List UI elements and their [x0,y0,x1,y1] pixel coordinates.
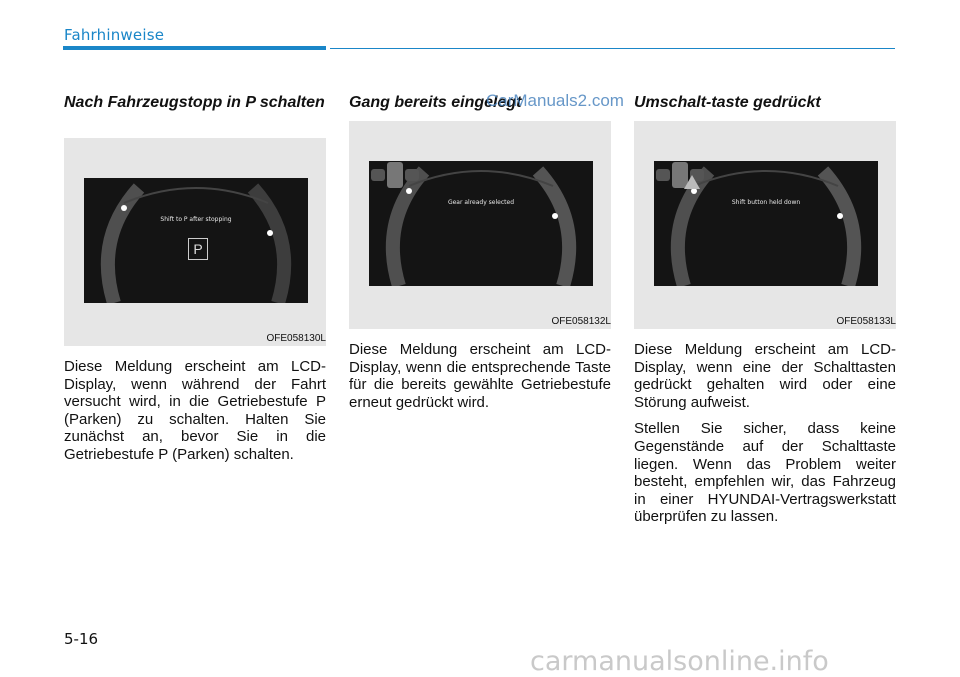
lcd-display [84,178,308,303]
display-message: Gear already selected [447,199,515,206]
watermark-bottom: carmanualsonline.info [530,646,829,677]
gear-selector-warning-icon [654,161,706,189]
paragraph: Stellen Sie sicher, dass keine Gegenstände auf der Schalttaste liegen. Wenn das Problem weiter besteht, empfehlen wir, das Fahrzeug in einer HYUNDAI-Vertragswerkstatt überprüfen zu lassen. [634,420,896,526]
figure-code: OFE058133L [836,316,896,327]
page-number: 5-16 [64,630,99,648]
column-heading: Nach Fahrzeugstopp in P schalten [64,94,325,111]
gear-selector-icon [369,161,421,189]
header-rule-thin [330,48,895,49]
park-icon: P [188,238,208,260]
figure-code: OFE058130L [266,333,326,344]
lcd-display [654,161,878,286]
paragraph: Diese Meldung erscheint am LCD-Display, wenn eine der Schalttasten gedrückt gehalten wird oder eine Störung aufweist. [634,341,896,411]
paragraph: Diese Meldung erscheint am LCD-Display, wenn die entsprechende Taste für die bereits gewählte Getriebestufe erneut gedrückt wird. [349,341,611,411]
cluster-figure [349,121,611,329]
display-message: Shift to P after stopping [160,216,232,223]
paragraph: Diese Meldung erscheint am LCD-Display, wenn während der Fahrt versucht wird, in die Getriebestufe P (Parken) zu schalten. Halten Sie zunächst an, bevor Sie in die Getriebestufe P (Parken) schalten. [64,358,326,463]
column-shift-button-held [634,94,896,526]
display-message: Shift button held down [731,199,801,206]
header-rule-thick [63,46,326,50]
section-title: Fahrhinweise [64,26,165,44]
cluster-figure [634,121,896,329]
column-heading: Umschalt-taste gedrückt [634,94,821,111]
column-heading: Gang bereits eingelegt [349,94,522,111]
lcd-display [369,161,593,286]
figure-code: OFE058132L [551,316,611,327]
column-gear-selected [349,94,611,411]
watermark-top: CarManuals2.com [486,91,624,110]
column-shift-to-p [64,94,326,464]
cluster-figure [64,138,326,346]
